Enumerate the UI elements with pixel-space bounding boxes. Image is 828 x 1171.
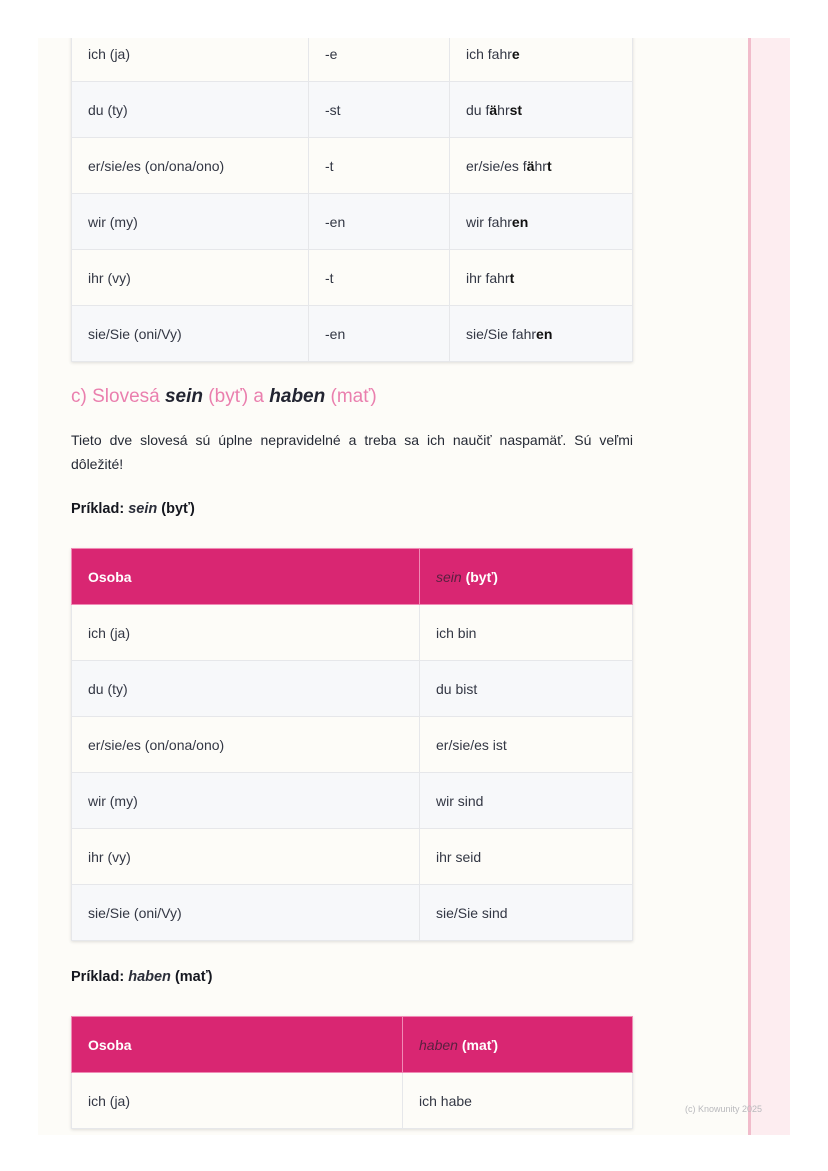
person-cell: er/sie/es (on/ona/ono) xyxy=(72,717,420,773)
section-heading xyxy=(71,386,377,408)
form-part: sie/Sie fahr xyxy=(466,325,537,342)
ending-cell: -t xyxy=(309,250,450,306)
form-bold-part: ä xyxy=(489,101,498,118)
copyright-footer: (c) Knowunity 2025 xyxy=(685,1104,763,1114)
person-cell: ihr (vy) xyxy=(72,250,309,306)
table-row xyxy=(72,306,633,362)
person-cell: du (ty) xyxy=(72,661,420,717)
page-margin xyxy=(751,38,790,1135)
verb-form-cell: sie/Sie sind xyxy=(420,885,633,941)
verb-form-cell: er/sie/es ist xyxy=(420,717,633,773)
verb-form-cell: ich bin xyxy=(420,605,633,661)
person-cell: sie/Sie (oni/Vy) xyxy=(72,306,309,362)
table-row xyxy=(72,82,633,138)
person-cell: ich (ja) xyxy=(72,605,420,661)
header-verb-translation: (mať) xyxy=(457,1036,499,1053)
table-row xyxy=(72,773,633,829)
form-part: du f xyxy=(466,101,490,118)
label-verb: sein xyxy=(128,501,158,517)
haben-conjugation-table xyxy=(71,1016,633,1129)
form-part: hr xyxy=(497,101,510,118)
person-cell: sie/Sie (oni/Vy) xyxy=(72,885,420,941)
ending-cell: -en xyxy=(309,306,450,362)
conjugated-form-cell xyxy=(450,250,633,306)
header-verb-name: haben xyxy=(419,1036,458,1053)
table-row xyxy=(72,717,633,773)
label-translation: (mať) xyxy=(170,969,213,985)
table-row xyxy=(72,661,633,717)
heading-text: (byť) a xyxy=(203,386,270,407)
person-cell: du (ty) xyxy=(72,82,309,138)
verb-form-cell: du bist xyxy=(420,661,633,717)
table-row xyxy=(72,138,633,194)
heading-verb-sein: sein xyxy=(164,386,204,407)
conjugated-form-cell xyxy=(450,82,633,138)
ending-cell: -st xyxy=(309,82,450,138)
table-row xyxy=(72,194,633,250)
label-text: Príklad: xyxy=(71,969,129,985)
person-cell: wir (my) xyxy=(72,194,309,250)
verb-form-cell: ich habe xyxy=(403,1073,633,1129)
sein-conjugation-table xyxy=(71,548,633,941)
form-bold-part: t xyxy=(509,269,515,286)
form-part: er/sie/es f xyxy=(466,157,527,174)
form-part: wir fahr xyxy=(466,213,512,230)
form-bold-part: e xyxy=(511,45,520,62)
verb-form-cell: ihr seid xyxy=(420,829,633,885)
table-row xyxy=(72,605,633,661)
fahren-conjugation-table xyxy=(71,38,633,362)
heading-text: (mať) xyxy=(325,386,377,407)
verb-form-cell: wir sind xyxy=(420,773,633,829)
table-row xyxy=(72,250,633,306)
form-bold-part: st xyxy=(509,101,523,118)
conjugated-form-cell xyxy=(450,138,633,194)
form-bold-part: t xyxy=(546,157,552,174)
example-haben-label xyxy=(71,969,213,985)
heading-verb-haben: haben xyxy=(269,386,326,407)
person-cell: ich (ja) xyxy=(72,1073,403,1129)
table-row xyxy=(72,38,633,82)
header-osoba: Osoba xyxy=(72,549,420,605)
ending-cell: -e xyxy=(309,38,450,82)
form-bold-part: ä xyxy=(526,157,535,174)
document-page xyxy=(38,38,790,1135)
header-verb-translation: (byť) xyxy=(461,568,498,585)
heading-text: c) Slovesá xyxy=(71,386,165,407)
ending-cell: -en xyxy=(309,194,450,250)
example-sein-label xyxy=(71,501,195,517)
table-row xyxy=(72,885,633,941)
label-translation: (byť) xyxy=(157,501,195,517)
form-part: ich fahr xyxy=(466,45,512,62)
header-verb xyxy=(403,1017,633,1073)
intro-paragraph: Tieto dve slovesá sú úplne nepravidelné a treba sa ich naučiť naspamäť. Sú veľmi dôležité! xyxy=(71,432,633,472)
form-bold-part: en xyxy=(536,325,553,342)
table-row xyxy=(72,829,633,885)
table-row xyxy=(72,1073,633,1129)
person-cell: wir (my) xyxy=(72,773,420,829)
person-cell: ihr (vy) xyxy=(72,829,420,885)
label-verb: haben xyxy=(128,969,171,985)
header-osoba: Osoba xyxy=(72,1017,403,1073)
header-verb xyxy=(420,549,633,605)
form-part: hr xyxy=(534,157,547,174)
conjugated-form-cell xyxy=(450,306,633,362)
label-text: Príklad: xyxy=(71,501,129,517)
person-cell: ich (ja) xyxy=(72,38,309,82)
form-part: ihr fahr xyxy=(466,269,510,286)
form-bold-part: en xyxy=(511,213,529,230)
person-cell: er/sie/es (on/ona/ono) xyxy=(72,138,309,194)
conjugated-form-cell xyxy=(450,38,633,82)
ending-cell: -t xyxy=(309,138,450,194)
header-verb-name: sein xyxy=(436,568,462,585)
conjugated-form-cell xyxy=(450,194,633,250)
